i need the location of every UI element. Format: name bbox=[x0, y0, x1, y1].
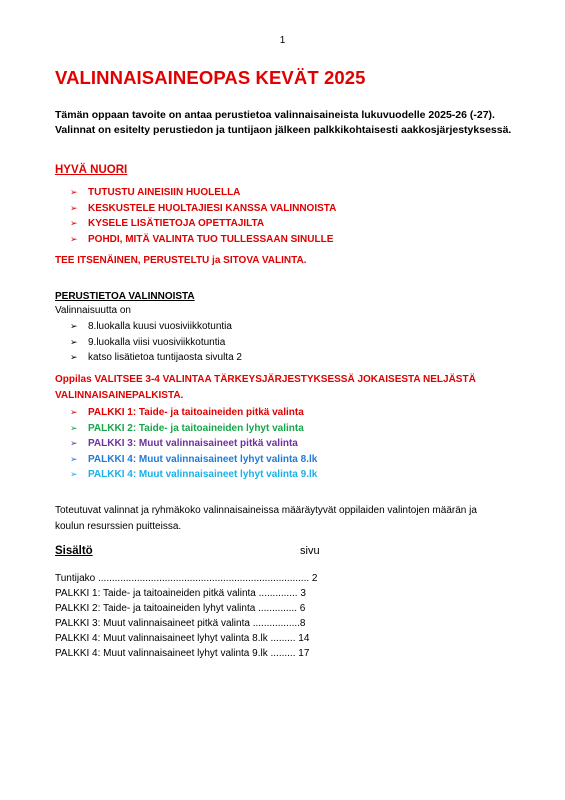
toc-sivu-label: sivu bbox=[300, 545, 320, 557]
hyva-nuori-heading: HYVÄ NUORI bbox=[55, 164, 128, 176]
closing-statement: TEE ITSENÄINEN, PERUSTELTU ja SITOVA VALINTA. bbox=[55, 255, 307, 266]
arrow-bullet-icon: ➢ bbox=[70, 336, 78, 347]
toteutuvat-text: Toteutuvat valinnat ja ryhmäkoko valinnaisaineissa määräytyvät oppilaiden valintojen määrän ja koulun resurssien puitteissa. bbox=[55, 505, 477, 532]
hyva-nuori-list bbox=[70, 185, 336, 247]
palkki-item: ➢ PALKKI 1: Taide- ja taitoaineiden pitkä valinta bbox=[70, 407, 304, 419]
list-item: ➢ 9.luokalla viisi vuosiviikkotuntia bbox=[70, 336, 226, 348]
arrow-bullet-icon: ➢ bbox=[70, 352, 78, 363]
intro-line: Valinnat on esitelty perustiedon ja tuntijaon jälkeen palkkikohtaisesti aakkosjärjestyksessä. bbox=[55, 124, 512, 136]
perustietoa-heading: PERUSTIETOA VALINNOISTA bbox=[55, 291, 195, 302]
palkki-list bbox=[70, 405, 317, 483]
arrow-bullet-icon: ➢ bbox=[70, 469, 78, 480]
toc-row: Tuntijako ............................................................................ 2 bbox=[55, 573, 318, 584]
toc-row: PALKKI 2: Taide- ja taitoaineiden lyhyt valinta .............. 6 bbox=[55, 603, 306, 614]
intro-line: Tämän oppaan tavoite on antaa perustietoa valinnaisaineista lukuvuodelle 2025-26 (-27). bbox=[55, 109, 495, 121]
toc-row: PALKKI 4: Muut valinnaisaineet lyhyt valinta 9.lk ......... 17 bbox=[55, 648, 310, 659]
toc-row: PALKKI 4: Muut valinnaisaineet lyhyt valinta 8.lk ......... 14 bbox=[55, 633, 310, 644]
list-item: ➢ KYSELE LISÄTIETOJA OPETTAJILTA bbox=[70, 218, 265, 230]
list-item: ➢ KESKUSTELE HUOLTAJIESI KANSSA VALINNOISTA bbox=[70, 202, 337, 214]
list-item: ➢ TUTUSTU AINEISIIN HUOLELLA bbox=[70, 187, 241, 199]
arrow-bullet-icon: ➢ bbox=[70, 218, 78, 229]
arrow-bullet-icon: ➢ bbox=[70, 407, 78, 418]
palkki-item: ➢ PALKKI 4: Muut valinnaisaineet lyhyt valinta 9.lk bbox=[70, 469, 318, 481]
arrow-bullet-icon: ➢ bbox=[70, 422, 78, 433]
palkki-item: ➢ PALKKI 4: Muut valinnaisaineet lyhyt valinta 8.lk bbox=[70, 453, 318, 465]
arrow-bullet-icon: ➢ bbox=[70, 233, 78, 244]
perustietoa-intro: Valinnaisuutta on bbox=[55, 305, 131, 316]
page-number: 1 bbox=[279, 35, 286, 46]
perustietoa-list bbox=[70, 319, 242, 366]
arrow-bullet-icon: ➢ bbox=[70, 453, 78, 464]
toc-heading: Sisältö bbox=[55, 545, 93, 557]
page-title: VALINNAISAINEOPAS KEVÄT 2025 bbox=[55, 67, 366, 88]
arrow-bullet-icon: ➢ bbox=[70, 438, 78, 449]
toc-row: PALKKI 3: Muut valinnaisaineet pitkä valinta .................8 bbox=[55, 618, 306, 629]
palkki-item: ➢ PALKKI 3: Muut valinnaisaineet pitkä valinta bbox=[70, 438, 298, 450]
arrow-bullet-icon: ➢ bbox=[70, 187, 78, 198]
intro-text bbox=[55, 108, 525, 138]
arrow-bullet-icon: ➢ bbox=[70, 202, 78, 213]
palkki-item: ➢ PALKKI 2: Taide- ja taitoaineiden lyhyt valinta bbox=[70, 422, 304, 434]
list-item: ➢ 8.luokalla kuusi vuosiviikkotuntia bbox=[70, 321, 232, 333]
toc-row: PALKKI 1: Taide- ja taitoaineiden pitkä valinta .............. 3 bbox=[55, 588, 306, 599]
arrow-bullet-icon: ➢ bbox=[70, 321, 78, 332]
list-item: ➢ katso lisätietoa tuntijaosta sivulta 2 bbox=[70, 352, 242, 364]
list-item: ➢ POHDI, MITÄ VALINTA TUO TULLESSAAN SINULLE bbox=[70, 233, 334, 245]
oppilas-instruction: Oppilas VALITSEE 3-4 VALINTAA TÄRKEYSJÄRJESTYKSESSÄ JOKAISESTA NELJÄSTÄ VALINNAISAINEPALKISTA. bbox=[55, 374, 476, 401]
